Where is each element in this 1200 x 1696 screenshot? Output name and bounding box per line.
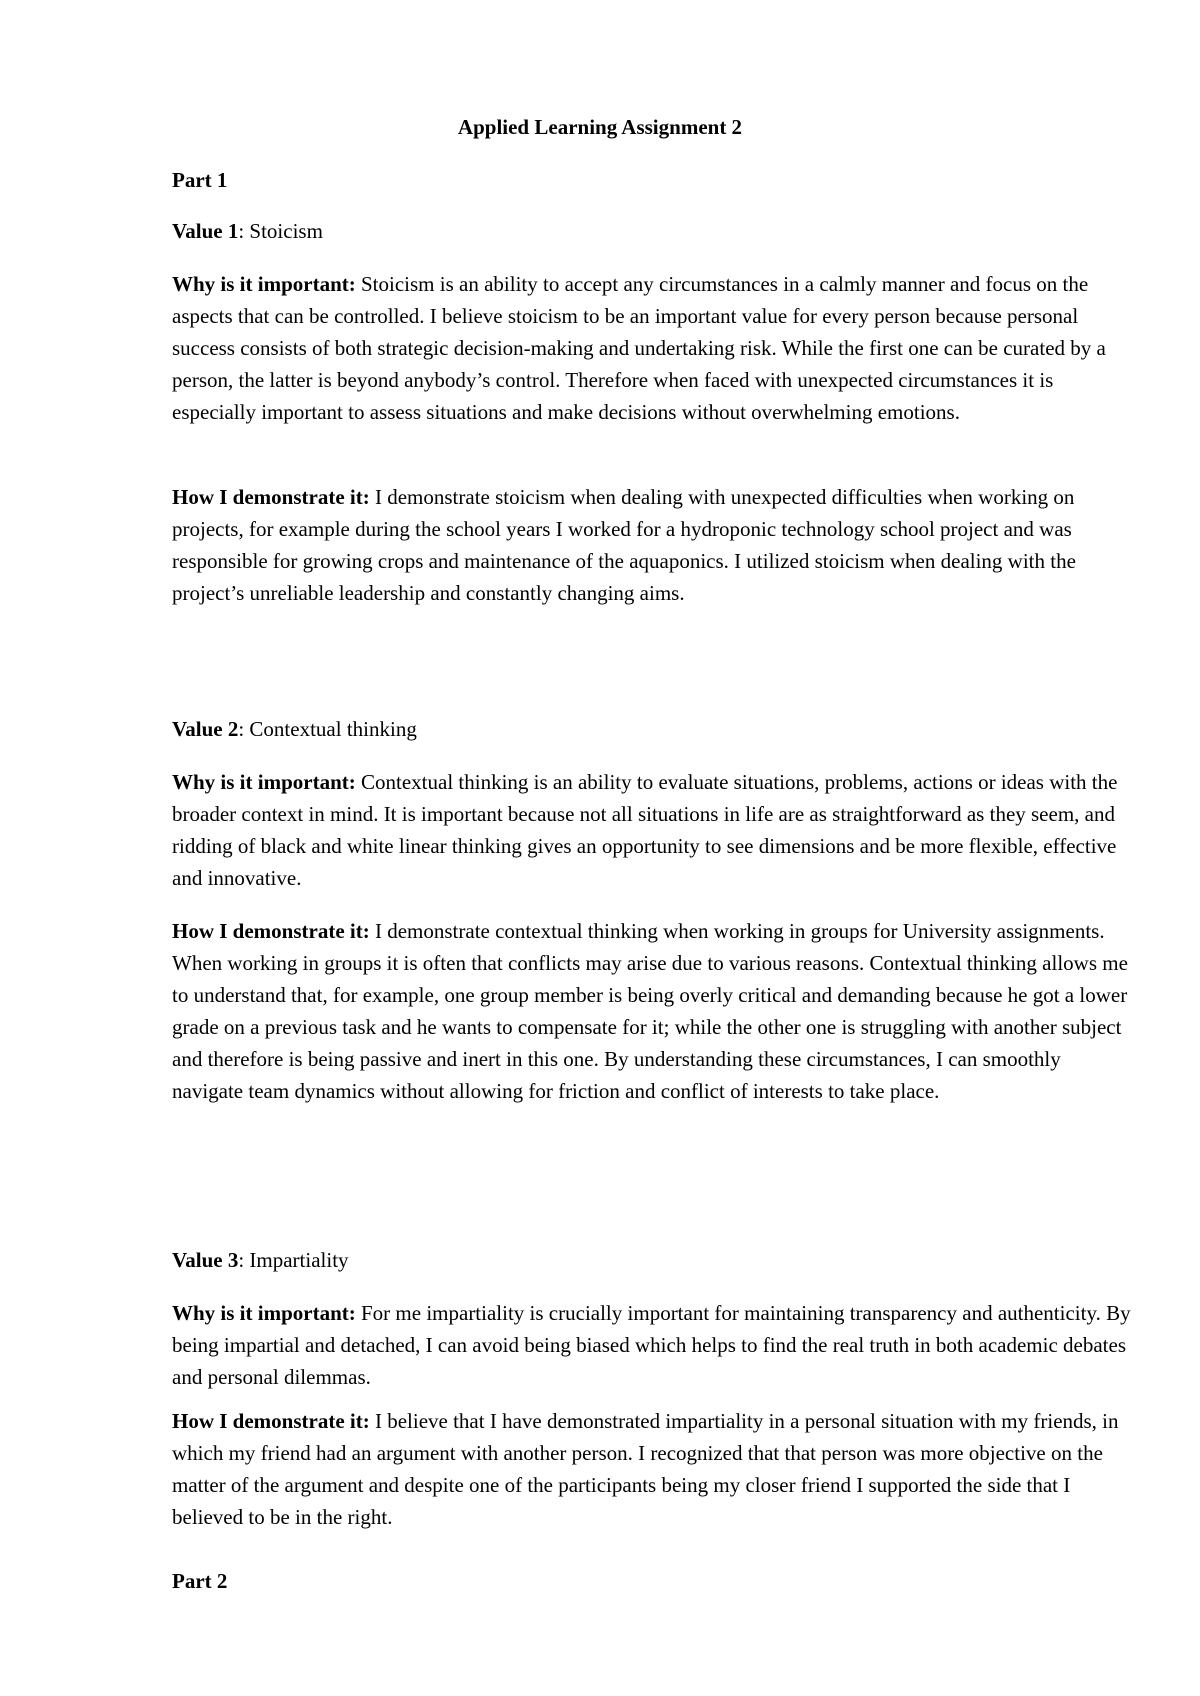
value-1-label: Value 1	[172, 219, 239, 243]
value-3-why-label: Why is it important:	[172, 1301, 356, 1325]
value-2-how-paragraph	[172, 915, 1132, 1107]
value-3-label: Value 3	[172, 1248, 239, 1272]
value-2-why-paragraph	[172, 766, 1132, 894]
value-2-name: : Contextual thinking	[238, 717, 417, 741]
value-3-how-label: How I demonstrate it:	[172, 1409, 370, 1433]
value-3-name: : Impartiality	[238, 1248, 349, 1272]
value-2-heading	[172, 713, 1132, 745]
value-3-how-paragraph	[172, 1405, 1132, 1533]
value-1-heading	[172, 215, 1132, 247]
value-2-how-text: I demonstrate contextual thinking when working in groups for University assignments. When working in groups it is often that conflicts may arise due to various reasons. Contextual thinking allows me to understand that, for example, one group member is being overly critical and demanding because he got a lower grade on a previous task and he wants to compensate for it; while the other one is struggling with another subject and therefore is being passive and inert in this one. By understanding these circumstances, I can smoothly navigate team dynamics without allowing for friction and conflict of interests to take place.	[172, 919, 1128, 1103]
value-1-how-paragraph	[172, 481, 1132, 609]
value-1-why-paragraph	[172, 268, 1132, 428]
part-1-heading: Part 1	[172, 168, 228, 192]
document-title: Applied Learning Assignment 2	[457, 115, 743, 139]
value-1-how-label: How I demonstrate it:	[172, 485, 370, 509]
value-2-how-label: How I demonstrate it:	[172, 919, 370, 943]
value-2-why-label: Why is it important:	[172, 770, 356, 794]
value-3-why-text: For me impartiality is crucially important for maintaining transparency and authenticity. By being impartial and detached, I can avoid being biased which helps to find the real truth in both academic debates and personal dilemmas.	[172, 1301, 1131, 1389]
value-1-why-text: Stoicism is an ability to accept any circumstances in a calmly manner and focus on the aspects that can be controlled. I believe stoicism to be an important value for every person because personal success consists of both strategic decision-making and undertaking risk. While the first one can be curated by a person, the latter is beyond anybody’s control. Therefore when faced with unexpected circumstances it is especially important to assess situations and make decisions without overwhelming emotions.	[172, 272, 1106, 424]
value-3-why-paragraph	[172, 1297, 1132, 1393]
value-2-label: Value 2	[172, 717, 239, 741]
part-2-heading: Part 2	[172, 1569, 228, 1593]
value-1-why-label: Why is it important:	[172, 272, 356, 296]
value-1-how-text: I demonstrate stoicism when dealing with unexpected difficulties when working on projects, for example during the school years I worked for a hydroponic technology school project and was responsible for growing crops and maintenance of the aquaponics. I utilized stoicism when dealing with the project’s unreliable leadership and constantly changing aims.	[172, 485, 1076, 605]
value-3-how-text: I believe that I have demonstrated impartiality in a personal situation with my friends, in which my friend had an argument with another person. I recognized that that person was more objective on the matter of the argument and despite one of the participants being my closer friend I supported the side that I believed to be in the right.	[172, 1409, 1119, 1529]
value-2-why-text: Contextual thinking is an ability to evaluate situations, problems, actions or ideas with the broader context in mind. It is important because not all situations in life are as straightforward as they seem, and ridding of black and white linear thinking gives an opportunity to see dimensions and be more flexible, effective and innovative.	[172, 770, 1118, 890]
value-3-heading	[172, 1244, 1132, 1276]
value-1-name: : Stoicism	[238, 219, 323, 243]
